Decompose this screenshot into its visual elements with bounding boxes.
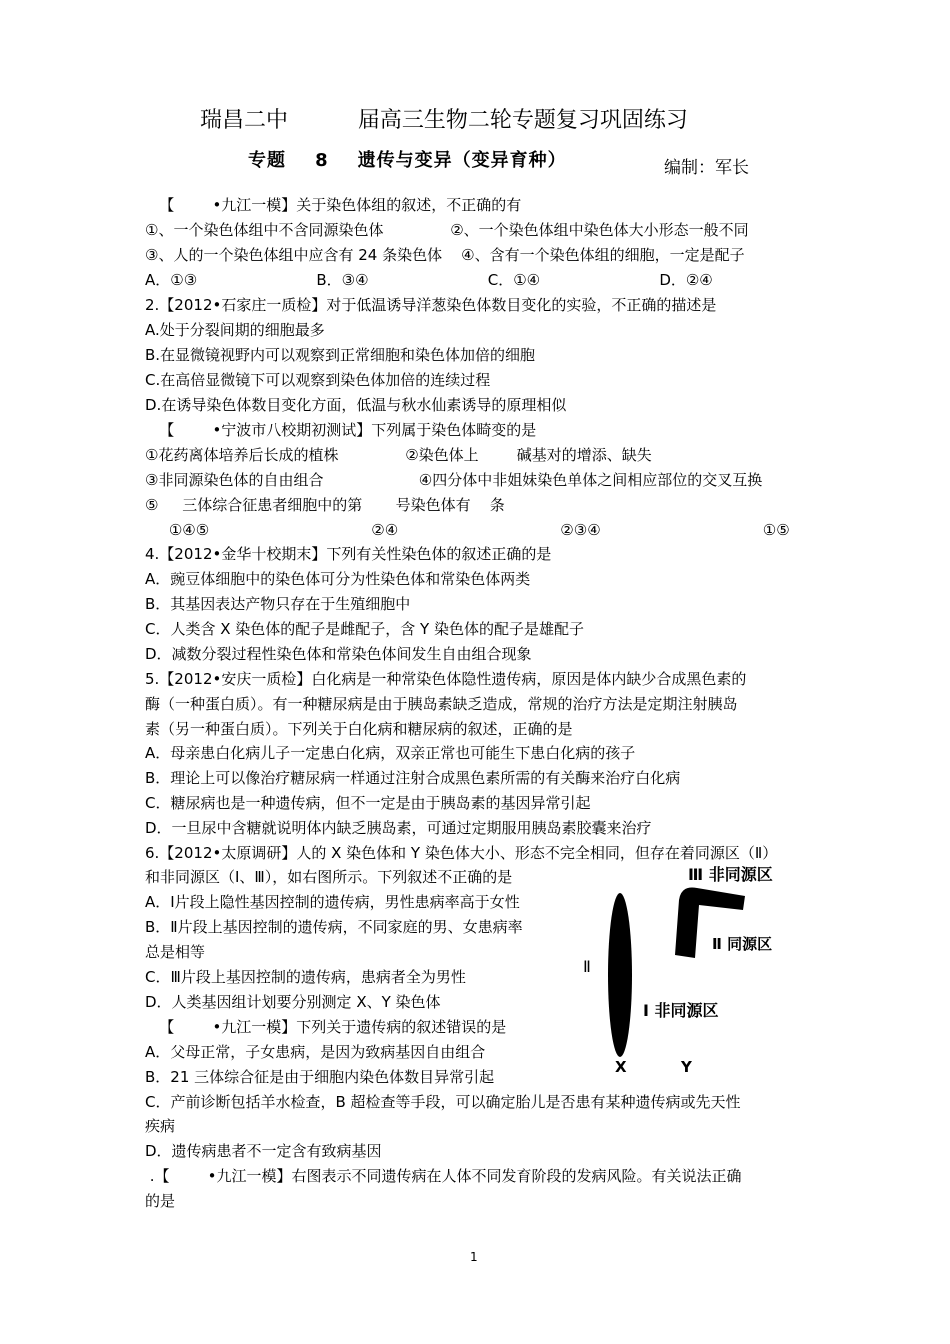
- text-line: ①④⑤ ②④ ②③④ ①⑤: [145, 521, 790, 539]
- text-line: B.在显微镜视野内可以观察到正常细胞和染色体加倍的细胞: [145, 346, 536, 364]
- text-line: D．遗传病患者不一定含有致病基因: [145, 1142, 382, 1160]
- page-title: 瑞昌二中 届高三生物二轮专题复习巩固练习: [200, 108, 688, 133]
- text-line: A．母亲患白化病儿子一定患白化病，双亲正常也可能生下患白化病的孩子: [145, 744, 636, 762]
- text-line: B．21 三体综合征是由于细胞内染色体数目异常引起: [145, 1068, 495, 1086]
- text-line: .【 •九江一模】右图表示不同遗传病在人体不同发育阶段的发病风险。有关说法正确: [145, 1167, 742, 1185]
- page-number: 1: [470, 1250, 478, 1264]
- text-line: ⑤ 三体综合征患者细胞中的第 号染色体有 条: [145, 496, 505, 514]
- text-line: ③、人的一个染色体组中应含有 24 条染色体 ④、含有一个染色体组的细胞，一定是配子: [145, 246, 745, 264]
- text-line: D．一旦尿中含糖就说明体内缺乏胰岛素，可通过定期服用胰岛素胶囊来治疗: [145, 819, 652, 837]
- text-line: 【 •九江一模】关于染色体组的叙述，不正确的有: [145, 196, 522, 214]
- text-line: 5.【2012•安庆一质检】白化病是一种常染色体隐性遗传病，原因是体内缺少合成黑色素的: [145, 670, 747, 688]
- text-line: 2.【2012•石家庄一质检】对于低温诱导洋葱染色体数目变化的实验，不正确的描述是: [145, 296, 717, 314]
- text-line: 【 •九江一模】下列关于遗传病的叙述错误的是: [145, 1018, 507, 1036]
- text-line: A．父母正常，子女患病，是因为致病基因自由组合: [145, 1043, 486, 1061]
- label-y: Y: [681, 1058, 692, 1076]
- text-line: 的是: [145, 1192, 176, 1210]
- editor-label: 编制：军长: [664, 158, 749, 178]
- text-line: ③非同源染色体的自由组合 ④四分体中非姐妹染色单体之间相应部位的交叉互换: [145, 471, 763, 489]
- text-line: 【 •宁波市八校期初测试】下列属于染色体畸变的是: [145, 421, 537, 439]
- label-ii-left: Ⅱ: [583, 957, 591, 976]
- text-line: 6.【2012•太原调研】人的 X 染色体和 Y 染色体大小、形态不完全相同，但存在着同源区（Ⅱ）: [145, 844, 778, 862]
- text-line: A．Ⅰ片段上隐性基因控制的遗传病，男性患病率高于女性: [145, 893, 520, 911]
- text-line: C．糖尿病也是一种遗传病，但不一定是由于胰岛素的基因异常引起: [145, 794, 591, 812]
- text-line: D.在诱导染色体数目变化方面，低温与秋水仙素诱导的原理相似: [145, 396, 567, 414]
- text-line: C．人类含 X 染色体的配子是雌配子，含 Y 染色体的配子是雄配子: [145, 620, 584, 638]
- text-line: 和非同源区（Ⅰ、Ⅲ），如右图所示。下列叙述不正确的是: [145, 868, 513, 886]
- text-line: 疾病: [145, 1117, 176, 1135]
- label-iii: Ⅲ 非同源区: [688, 865, 773, 884]
- text-line: C．产前诊断包括羊水检查，B 超检查等手段，可以确定胎儿是否患有某种遗传病或先天性: [145, 1093, 741, 1111]
- x-chromosome: [608, 893, 632, 1057]
- label-i: Ⅰ 非同源区: [643, 1001, 719, 1020]
- text-line: A．①③ B．③④ C．①④ D．②④: [145, 271, 713, 289]
- text-line: A.处于分裂间期的细胞最多: [145, 321, 325, 339]
- text-line: B．理论上可以像治疗糖尿病一样通过注射合成黑色素所需的有关酶来治疗白化病: [145, 769, 681, 787]
- text-line: 总是相等: [145, 943, 206, 961]
- page-subtitle: 专题 8 遗传与变异（变异育种）: [248, 150, 567, 171]
- text-line: C．Ⅲ片段上基因控制的遗传病，患病者全为男性: [145, 968, 466, 986]
- label-ii-right: Ⅱ 同源区: [712, 935, 773, 953]
- xy-chromosome-figure: [575, 860, 805, 1080]
- text-line: B．其基因表达产物只存在于生殖细胞中: [145, 595, 411, 613]
- label-x: X: [615, 1058, 627, 1076]
- text-line: 4.【2012•金华十校期末】下列有关性染色体的叙述正确的是: [145, 545, 552, 563]
- text-line: ①花药离体培养后长成的植株 ②染色体上 碱基对的增添、缺失: [145, 446, 652, 464]
- text-line: D．减数分裂过程性染色体和常染色体间发生自由组合现象: [145, 645, 532, 663]
- text-line: 素（另一种蛋白质）。下列关于白化病和糖尿病的叙述，正确的是: [145, 720, 573, 738]
- text-line: D．人类基因组计划要分别测定 X、Y 染色体: [145, 993, 441, 1011]
- text-line: B．Ⅱ片段上基因控制的遗传病，不同家庭的男、女患病率: [145, 918, 523, 936]
- text-line: A．豌豆体细胞中的染色体可分为性染色体和常染色体两类: [145, 570, 531, 588]
- text-line: C.在高倍显微镜下可以观察到染色体加倍的连续过程: [145, 371, 491, 389]
- text-line: 酶（一种蛋白质）。有一种糖尿病是由于胰岛素缺乏造成，常规的治疗方法是定期注射胰岛: [145, 695, 738, 713]
- text-line: ①、一个染色体组中不含同源染色体 ②、一个染色体组中染色体大小形态一般不同: [145, 221, 749, 239]
